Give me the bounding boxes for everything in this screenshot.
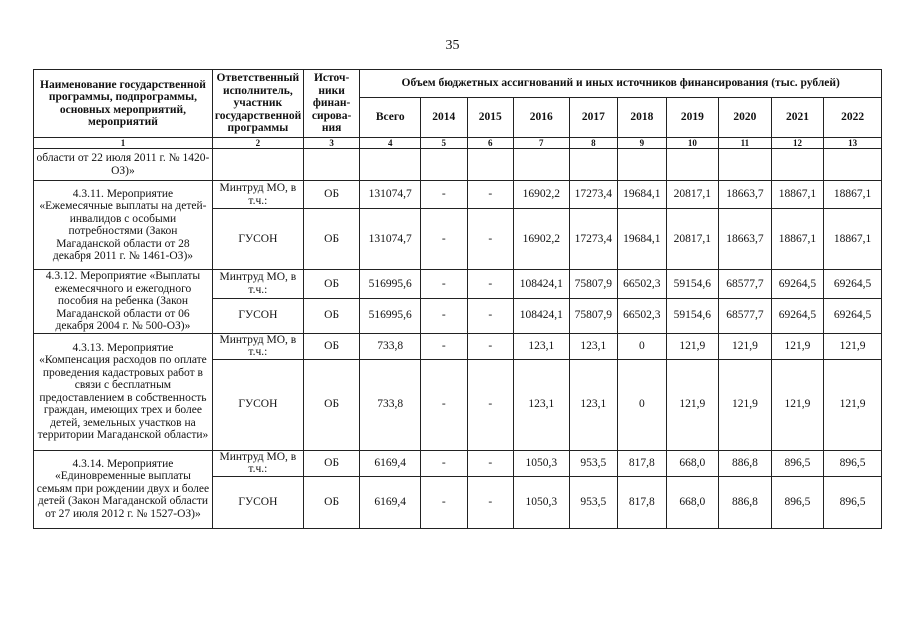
header-year: 2015 xyxy=(467,98,513,138)
value-cell: - xyxy=(421,270,467,299)
source-cell: ОБ xyxy=(303,450,360,476)
value-cell: 121,9 xyxy=(771,333,824,359)
measure-name: 4.3.13. Мероприятие «Компенсация расходов по оплате проведения кадастровых работ в связи с бесплатным предоставлением в собственность граждан, имеющих трех и более детей, земельных участков на территории Магаданской области» xyxy=(34,333,213,450)
value-cell: 18867,1 xyxy=(771,209,824,270)
value-cell: 121,9 xyxy=(666,359,719,450)
value-cell: - xyxy=(421,450,467,476)
header-year: 2018 xyxy=(618,98,667,138)
executor-cell: Минтруд МО, в т.ч.: xyxy=(212,333,303,359)
value-cell: - xyxy=(421,181,467,209)
value-cell: 896,5 xyxy=(824,476,882,528)
value-cell: 733,8 xyxy=(360,359,421,450)
value-cell: - xyxy=(467,298,513,333)
measure-name: 4.3.11. Мероприятие «Ежемесячные выплаты на детей-инвалидов с особыми потребностями (Закон Магаданской области от 28 декабря 2011 г. № 1461-ОЗ)» xyxy=(34,181,213,270)
value-cell: 123,1 xyxy=(514,333,570,359)
value-cell: 69264,5 xyxy=(771,298,824,333)
continuation-text: области от 22 июля 2011 г. № 1420-ОЗ)» xyxy=(34,149,213,181)
column-number: 4 xyxy=(360,138,421,149)
column-number: 9 xyxy=(618,138,667,149)
value-cell: 108424,1 xyxy=(514,270,570,299)
value-cell: 896,5 xyxy=(824,450,882,476)
executor-cell: ГУСОН xyxy=(212,359,303,450)
header-year: 2014 xyxy=(421,98,467,138)
value-cell: 66502,3 xyxy=(618,298,667,333)
continuation-row xyxy=(34,149,882,181)
value-cell: 123,1 xyxy=(569,359,618,450)
value-cell: 108424,1 xyxy=(514,298,570,333)
value-cell: 121,9 xyxy=(719,359,772,450)
measure-name: 4.3.12. Мероприятие «Выплаты ежемесячного и ежегодного пособия на ребенка (Закон Магаданской области от 06 декабря 2004 г. № 500-ОЗ)» xyxy=(34,270,213,334)
value-cell: 516995,6 xyxy=(360,270,421,299)
table-row xyxy=(34,181,882,209)
value-cell: 20817,1 xyxy=(666,209,719,270)
value-cell: 121,9 xyxy=(824,333,882,359)
value-cell: 75807,9 xyxy=(569,298,618,333)
header-year: Всего xyxy=(360,98,421,138)
source-cell: ОБ xyxy=(303,298,360,333)
value-cell: 1050,3 xyxy=(514,450,570,476)
table-row xyxy=(34,450,882,476)
value-cell: 17273,4 xyxy=(569,181,618,209)
value-cell: 733,8 xyxy=(360,333,421,359)
value-cell: 886,8 xyxy=(719,450,772,476)
executor-cell: Минтруд МО, в т.ч.: xyxy=(212,181,303,209)
value-cell: 6169,4 xyxy=(360,450,421,476)
header-name: Наименование государственной программы, подпрограммы, основных мероприятий, мероприятий xyxy=(34,70,213,138)
executor-cell: ГУСОН xyxy=(212,476,303,528)
source-cell: ОБ xyxy=(303,181,360,209)
header-year: 2019 xyxy=(666,98,719,138)
value-cell: 668,0 xyxy=(666,476,719,528)
value-cell: 16902,2 xyxy=(514,209,570,270)
value-cell: 69264,5 xyxy=(771,270,824,299)
value-cell: 817,8 xyxy=(618,476,667,528)
value-cell: - xyxy=(467,181,513,209)
value-cell: 886,8 xyxy=(719,476,772,528)
column-number: 1 xyxy=(34,138,213,149)
value-cell: 18663,7 xyxy=(719,181,772,209)
value-cell: 131074,7 xyxy=(360,181,421,209)
executor-cell: Минтруд МО, в т.ч.: xyxy=(212,450,303,476)
value-cell: 6169,4 xyxy=(360,476,421,528)
value-cell: 953,5 xyxy=(569,450,618,476)
executor-cell: Минтруд МО, в т.ч.: xyxy=(212,270,303,299)
executor-cell: ГУСОН xyxy=(212,209,303,270)
value-cell: 19684,1 xyxy=(618,181,667,209)
value-cell: 121,9 xyxy=(771,359,824,450)
value-cell: - xyxy=(421,209,467,270)
budget-table xyxy=(33,69,882,529)
value-cell: 18663,7 xyxy=(719,209,772,270)
header-year: 2017 xyxy=(569,98,618,138)
value-cell: 121,9 xyxy=(824,359,882,450)
source-cell: ОБ xyxy=(303,476,360,528)
page-number: 35 xyxy=(445,38,460,53)
value-cell: 1050,3 xyxy=(514,476,570,528)
header-year: 2021 xyxy=(771,98,824,138)
header-year: 2022 xyxy=(824,98,882,138)
column-number: 11 xyxy=(719,138,772,149)
value-cell: 516995,6 xyxy=(360,298,421,333)
column-number: 3 xyxy=(303,138,360,149)
value-cell: 16902,2 xyxy=(514,181,570,209)
value-cell: 121,9 xyxy=(666,333,719,359)
value-cell: 817,8 xyxy=(618,450,667,476)
table-row xyxy=(34,270,882,299)
header-executor: Ответственный исполнитель, участник государственной программы xyxy=(212,70,303,138)
value-cell: - xyxy=(467,450,513,476)
column-number: 10 xyxy=(666,138,719,149)
value-cell: - xyxy=(421,298,467,333)
executor-cell: ГУСОН xyxy=(212,298,303,333)
header-year: 2020 xyxy=(719,98,772,138)
value-cell: 69264,5 xyxy=(824,270,882,299)
source-cell: ОБ xyxy=(303,359,360,450)
header-source: Источ-ники финан-сирова-ния xyxy=(303,70,360,138)
source-cell: ОБ xyxy=(303,333,360,359)
value-cell: 896,5 xyxy=(771,450,824,476)
value-cell: - xyxy=(467,476,513,528)
value-cell: 19684,1 xyxy=(618,209,667,270)
value-cell: 59154,6 xyxy=(666,270,719,299)
value-cell: 18867,1 xyxy=(771,181,824,209)
value-cell: 0 xyxy=(618,359,667,450)
source-cell: ОБ xyxy=(303,270,360,299)
value-cell: 123,1 xyxy=(569,333,618,359)
column-number: 12 xyxy=(771,138,824,149)
value-cell: 668,0 xyxy=(666,450,719,476)
value-cell: 20817,1 xyxy=(666,181,719,209)
column-number: 5 xyxy=(421,138,467,149)
value-cell: - xyxy=(467,359,513,450)
measure-name: 4.3.14. Мероприятие «Единовременные выплаты семьям при рождении двух и более детей (Закон Магаданской области от 27 июля 2012 г. № 1527-ОЗ)» xyxy=(34,450,213,528)
header-budget-title: Объем бюджетных ассигнований и иных источников финансирования (тыс. рублей) xyxy=(360,70,882,98)
value-cell: - xyxy=(421,476,467,528)
value-cell: 66502,3 xyxy=(618,270,667,299)
value-cell: 18867,1 xyxy=(824,209,882,270)
value-cell: - xyxy=(467,333,513,359)
value-cell: 896,5 xyxy=(771,476,824,528)
column-number: 6 xyxy=(467,138,513,149)
column-number: 13 xyxy=(824,138,882,149)
value-cell: - xyxy=(421,359,467,450)
value-cell: 69264,5 xyxy=(824,298,882,333)
value-cell: - xyxy=(467,209,513,270)
value-cell: - xyxy=(467,270,513,299)
source-cell: ОБ xyxy=(303,209,360,270)
value-cell: 68577,7 xyxy=(719,298,772,333)
header-year: 2016 xyxy=(514,98,570,138)
value-cell: 953,5 xyxy=(569,476,618,528)
value-cell: 121,9 xyxy=(719,333,772,359)
value-cell: 0 xyxy=(618,333,667,359)
column-number: 2 xyxy=(212,138,303,149)
value-cell: - xyxy=(421,333,467,359)
value-cell: 59154,6 xyxy=(666,298,719,333)
column-number: 8 xyxy=(569,138,618,149)
value-cell: 75807,9 xyxy=(569,270,618,299)
value-cell: 123,1 xyxy=(514,359,570,450)
value-cell: 17273,4 xyxy=(569,209,618,270)
value-cell: 131074,7 xyxy=(360,209,421,270)
value-cell: 68577,7 xyxy=(719,270,772,299)
column-number: 7 xyxy=(514,138,570,149)
value-cell: 18867,1 xyxy=(824,181,882,209)
table-row xyxy=(34,333,882,359)
